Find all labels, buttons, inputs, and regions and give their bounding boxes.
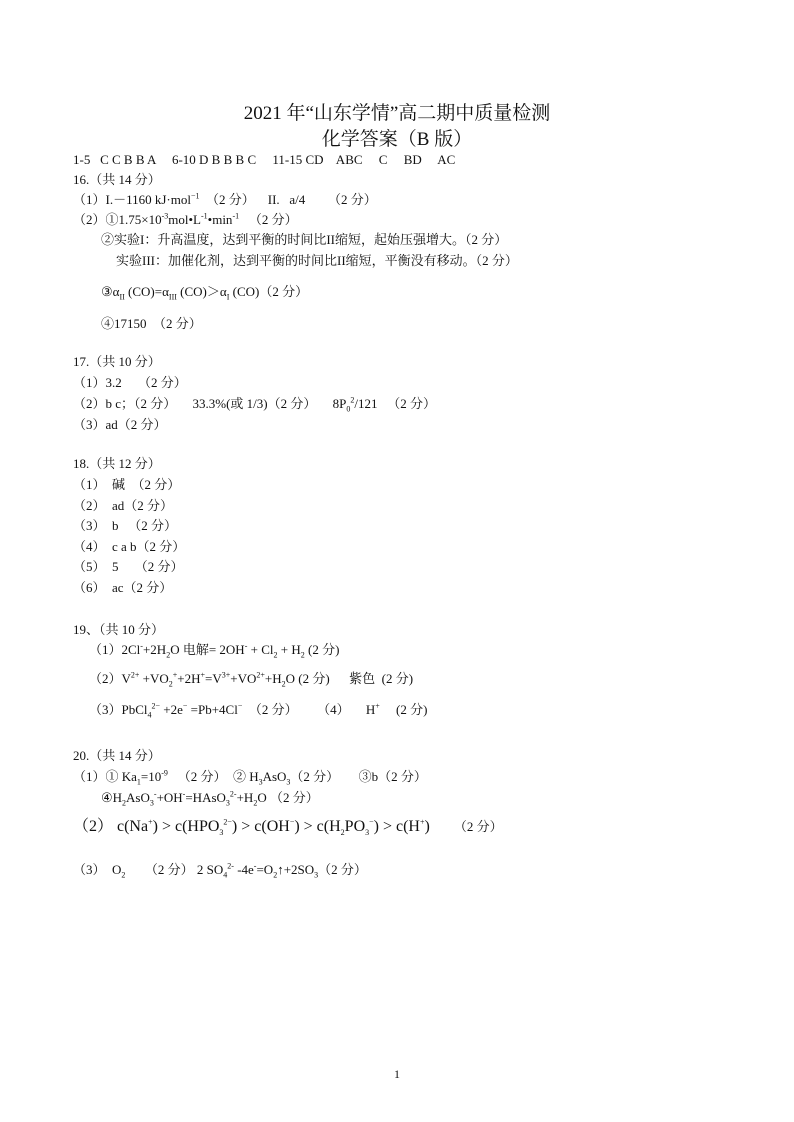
q17-answer-3: （3）ad（2 分）	[73, 417, 167, 432]
q20-answer-3: （3） $O_2$ （2 分） 2 $SO_4^{2-}$ $-4e^-=O_2↑+2SO_3(2$ 分）	[73, 861, 367, 880]
q18-answer-5: （5） 5 （2 分）	[73, 559, 184, 574]
q18-answer-1: （1） 碱 （2 分）	[73, 477, 181, 492]
q18-answer-2: （2） ad（2 分）	[73, 498, 174, 513]
q20-heading: 20.（共 14 分）	[73, 748, 161, 763]
q16-answer-2-ii-cont: 实验III：加催化剂，达到平衡的时间比II缩短，平衡没有移动。（2 分）	[116, 253, 518, 268]
q20-answer-2: （2） $c(Na^+) > c(HPO_3^{2-}) > c(OH^-) > c(H_2PO_3^-) > c(H^+)$ （2 分）	[73, 817, 503, 838]
q16-answer-1: （1）I.－1160 kJ·mol$^{-1}$ （2 分） II. a/4 （2 分）	[73, 191, 377, 207]
q20-answer-1: （1）① $Ka_1=10^{-9}$ （2 分） ② $H_3AsO_3(2$ 分） ③b（2 分）	[73, 768, 427, 787]
q17-answer-1: （1）3.2 （2 分）	[73, 375, 187, 390]
multiple-choice-answers: 1-5 C C B B A 6-10 D B B B C 11-15 CD ABC C BD AC	[73, 152, 456, 167]
q20-answer-1-iv: $④H_2AsO_3^-+OH^-=HAsO_3^{2-}+H_2O$ （2 分）	[101, 789, 319, 808]
q19-answer-1: $(1)2Cl^-+2H_2O$ 电解= $2OH^- + Cl_2 + H_2$ (2 分)	[89, 641, 340, 660]
q16-answer-2-ii: ②实验I：升高温度，达到平衡的时间比II缩短，起始压强增大。（2 分）	[101, 232, 508, 247]
q19-answer-3-4: （3）PbCl$_4^{2-}$ +2e− =Pb+4Cl− （2 分） （4） H+ (2 分)	[89, 701, 428, 720]
q16-answer-2: $(2)①1.75\times 10^{-3}mol•L^{-1}•\min^{-1}$ （2 分）	[73, 211, 298, 227]
q17-heading: 17.（共 10 分）	[73, 354, 161, 369]
q17-answer-2: （2）b c；（2 分） 33.3%(或 1/3)（2 分） $8P_0^2/121$ （2 分）	[73, 395, 436, 414]
page-subtitle: 化学答案（B 版）	[321, 129, 473, 150]
q16-answer-2-iii: $③\alpha_{II}$ $(CO)=\alpha_{III}$ $(CO)>\alpha_I$ (CO)（2 分）	[101, 284, 309, 302]
page-title: 2021 年“山东学情”高二期中质量检测	[243, 103, 551, 124]
q19-answer-2: $(2)V^{2+} +VO_2^++2H^+=V^{3+}+VO^{2+}+H_2O$ (2 分) 紫色 (2 分)	[89, 670, 414, 689]
q18-answer-3: （3） b （2 分）	[73, 518, 178, 533]
q16-answer-2-iv: ④17150 （2 分）	[101, 316, 202, 331]
q16-heading: 16.（共 14 分）	[73, 172, 161, 187]
q19-heading: 19、（共 10 分）	[73, 622, 165, 637]
q18-heading: 18.（共 12 分）	[73, 456, 161, 471]
q18-answer-4: （4） c a b（2 分）	[73, 539, 186, 554]
q18-answer-6: （6） ac（2 分）	[73, 580, 173, 595]
page-number: 1	[394, 1067, 400, 1081]
